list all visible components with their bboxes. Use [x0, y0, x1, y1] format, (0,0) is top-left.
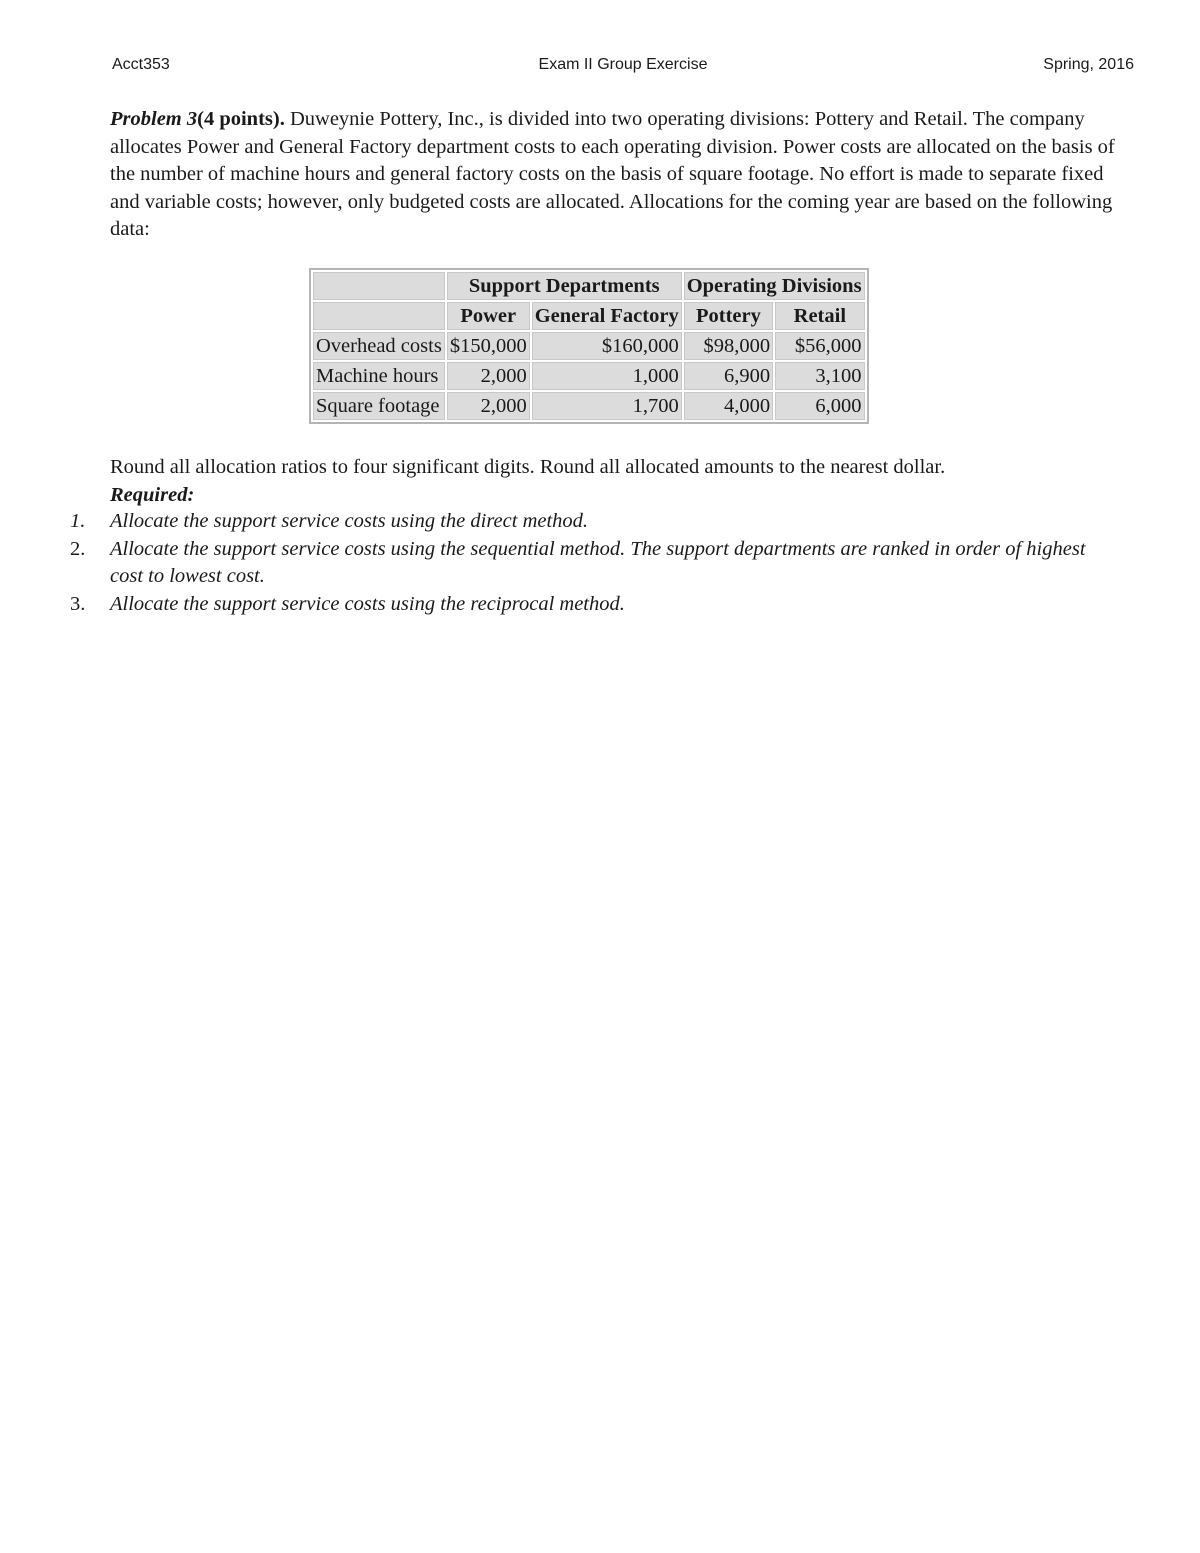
instructions: [110, 454, 1120, 509]
item-text: Allocate the support service costs using the reciprocal method.: [110, 592, 625, 615]
operating-divisions-header: Operating Divisions: [684, 272, 865, 300]
table-cell: 1,700: [532, 392, 682, 420]
table-cell: 4,000: [684, 392, 773, 420]
list-item: [0, 536, 1120, 591]
row-label: Machine hours: [313, 362, 445, 390]
problem-text: Duweynie Pottery, Inc., is divided into two operating divisions: Pottery and Retail. The company allocates Power and General Factory department costs to each operating division. Power costs are allocated on the basis of the number of machine hours and general factory costs on the basis of square footage. No effort is made to separate fixed and variable costs; however, only budgeted costs are allocated. Allocations for the coming year are based on the following data:: [110, 108, 1115, 241]
exam-title: Exam II Group Exercise: [538, 56, 708, 73]
table-cell: 2,000: [447, 362, 530, 390]
table-cell: $98,000: [684, 332, 773, 360]
course-code: Acct353: [112, 56, 170, 73]
table-cell: 2,000: [447, 392, 530, 420]
column-header-retail: Retail: [775, 302, 864, 330]
page-header: [112, 56, 1134, 78]
table-cell: 6,000: [775, 392, 864, 420]
row-label: Square footage: [313, 392, 445, 420]
rounding-note: Round all allocation ratios to four significant digits. Round all allocated amounts to the nearest dollar.: [110, 456, 946, 478]
table-corner-cell: [313, 302, 445, 330]
problem-label: Problem 3: [110, 108, 198, 130]
table-row: [313, 332, 865, 360]
column-header-general-factory: General Factory: [532, 302, 682, 330]
table-row: [313, 362, 865, 390]
problem-points: (4 points).: [197, 108, 285, 130]
term: Spring, 2016: [1043, 56, 1134, 73]
required-label: Required:: [110, 483, 195, 506]
cost-data-table: [309, 268, 869, 424]
item-number: 1.: [70, 510, 86, 532]
column-header-pottery: Pottery: [684, 302, 773, 330]
table-cell: $150,000: [447, 332, 530, 360]
item-number: 3.: [70, 592, 86, 615]
table-cell: 1,000: [532, 362, 682, 390]
table-row: [313, 392, 865, 420]
table-cell: $160,000: [532, 332, 682, 360]
table-cell: $56,000: [775, 332, 864, 360]
table-cell: 3,100: [775, 362, 864, 390]
table-corner-cell: [313, 272, 445, 300]
list-item: [0, 508, 1120, 536]
row-label: Overhead costs: [313, 332, 445, 360]
problem-statement: [110, 106, 1120, 244]
support-departments-header: Support Departments: [447, 272, 682, 300]
requirements-list: [0, 508, 1120, 618]
item-text: Allocate the support service costs using the direct method.: [110, 510, 589, 532]
column-header-power: Power: [447, 302, 530, 330]
table-column-header-row: [313, 302, 865, 330]
list-item: [0, 591, 1120, 619]
table-group-header-row: [313, 272, 865, 300]
item-text: Allocate the support service costs using the sequential method. The support departments are ranked in order of highest cost to lowest cost.: [110, 537, 1086, 588]
table-cell: 6,900: [684, 362, 773, 390]
item-number: 2.: [70, 537, 86, 560]
